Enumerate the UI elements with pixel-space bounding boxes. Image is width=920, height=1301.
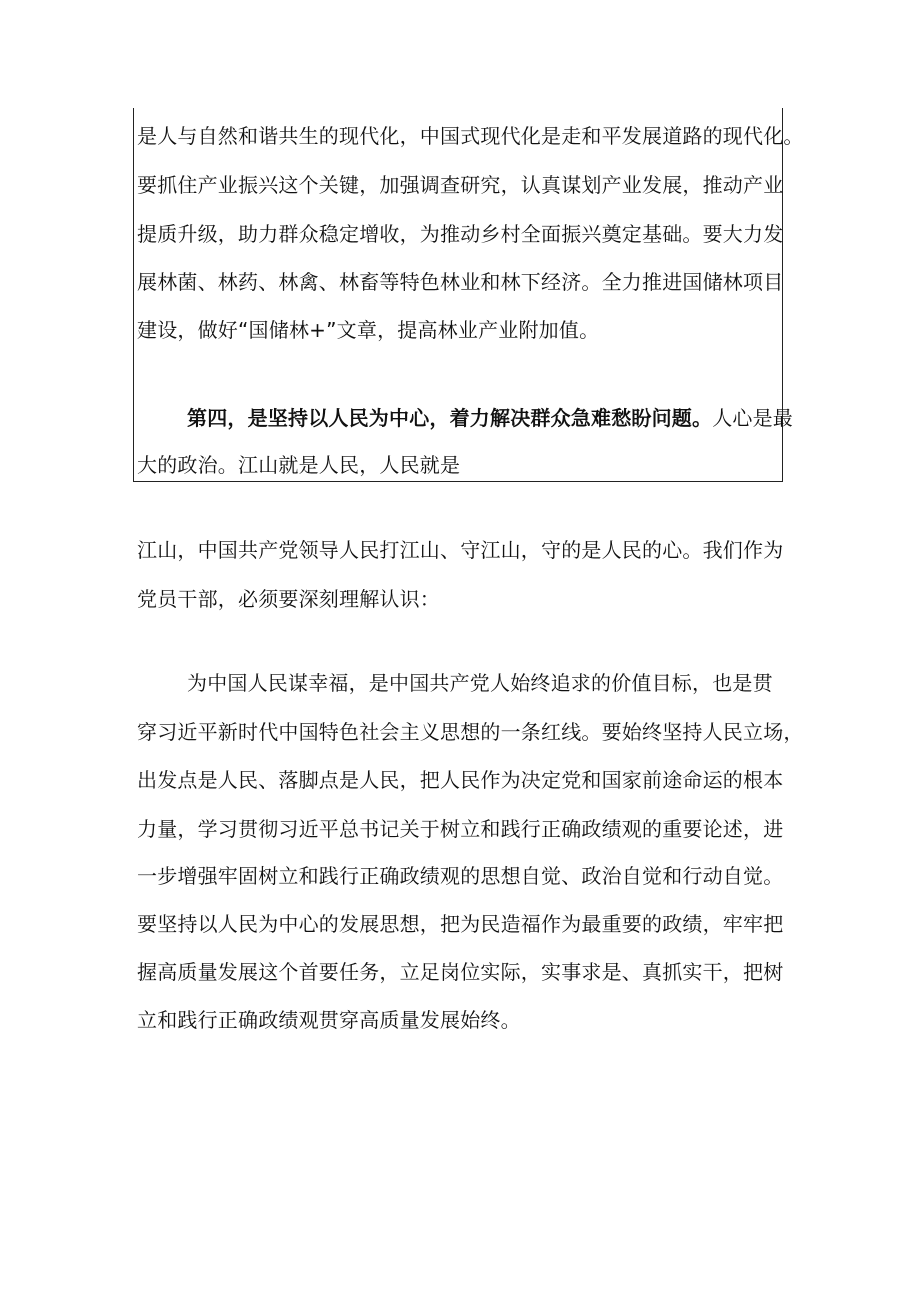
boxed-line-3: 提质升级，助力群众稳定增收，为推动乡村全面振兴奠定基础。要大力发 [137, 222, 784, 246]
point-four-rest: 人心是最 [712, 406, 794, 430]
point-four-line-2: 大的政治。江山就是人民，人民就是 [137, 453, 461, 477]
boxed-line-5: 建设，做好“国储林+”文章，提高林业产业附加值。 [137, 318, 600, 342]
paragraph-line-2: 穿习近平新时代中国特色社会主义思想的一条红线。要始终坚持人民立场， [137, 720, 804, 744]
paragraph-line-8: 立和践行正确政绩观贯穿高质量发展始终。 [137, 1008, 521, 1032]
paragraph-line-3: 出发点是人民、落脚点是人民，把人民作为决定党和国家前途命运的根本 [137, 768, 784, 792]
paragraph-line-7: 握高质量发展这个首要任务，立足岗位实际，实事求是、真抓实干，把树 [137, 960, 784, 984]
continuation-line-2: 党员干部，必须要深刻理解认识： [137, 587, 440, 611]
point-four-heading: 第四，是坚持以人民为中心，着力解决群众急难愁盼问题。 [187, 406, 713, 430]
boxed-line-4: 展林菌、林药、林禽、林畜等特色林业和林下经济。全力推进国储林项目 [137, 270, 784, 294]
paragraph-line-5: 一步增强牢固树立和践行正确政绩观的思想自觉、政治自觉和行动自觉。 [137, 864, 784, 888]
boxed-line-2: 要抓住产业振兴这个关键，加强调查研究，认真谋划产业发展，推动产业 [137, 173, 784, 197]
boxed-line-1: 是人与自然和谐共生的现代化，中国式现代化是走和平发展道路的现代化。 [137, 124, 804, 148]
point-four-line-1 [187, 404, 793, 432]
paragraph-line-4: 力量，学习贯彻习近平总书记关于树立和践行正确政绩观的重要论述，进 [137, 817, 784, 841]
paragraph-line-1: 为中国人民谋幸福，是中国共产党人始终追求的价值目标，也是贯 [187, 671, 773, 695]
paragraph-line-6: 要坚持以人民为中心的发展思想，把为民造福作为最重要的政绩，牢牢把 [137, 912, 784, 936]
continuation-line-1: 江山，中国共产党领导人民打江山、守江山，守的是人民的心。我们作为 [137, 538, 784, 562]
